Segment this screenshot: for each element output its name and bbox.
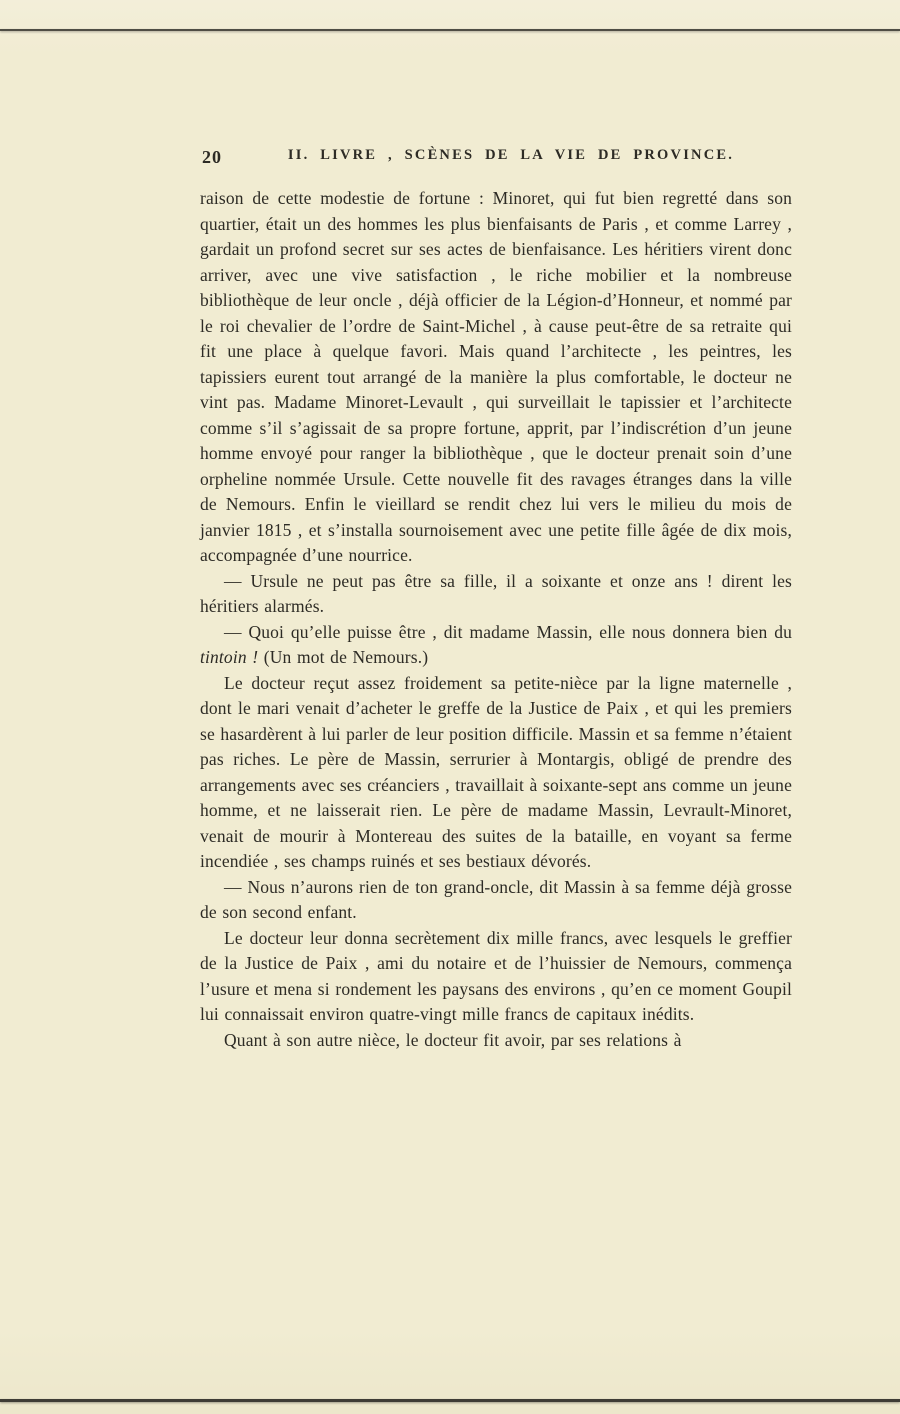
page-header — [200, 147, 792, 171]
paragraph — [200, 926, 792, 1028]
paragraph — [200, 620, 792, 671]
scan-edge-top — [0, 29, 900, 31]
page-number: 20 — [202, 147, 222, 167]
body-text: raison de cette modestie de fortune : Minoret, qui fut bien regretté dans son quartier, était un des hommes les plus bienfaisants de Paris , et comme Larrey , gardait un profond secret sur ses actes de bienfaisance. Les héritiers virent donc arriver, avec une vive satisfaction , le riche mobilier et la nombreuse bibliothèque de leur oncle , déjà officier de la Légion-d’Honneur, et nommé par le roi chevalier de l’ordre de Saint-Michel , à cause peut-être de sa retraite qui fit une place à quelque favori. Mais quand l’architecte , les peintres, les tapissiers eurent tout arrangé de la manière la plus comfortable, le docteur ne vint pas. Madame Minoret-Levault , qui surveillait le tapissier et l’architecte comme s’il s’agissait de sa propre fortune, apprit, par l’indiscrétion d’un jeune homme envoyé pour ranger la bibliothèque , que le docteur prenait soin d’une orpheline nommée Ursule. Cette nouvelle fit des ravages étranges dans la ville de Nemours. Enfin le vieillard se rendit chez lui vers le milieu du mois de janvier 1815 , et s’installa sournoisement avec une petite fille âgée de dix mois, accompagnée d’une nourrice. — [200, 188, 792, 565]
body-text: Le docteur reçut assez froidement sa petite-nièce par la ligne maternelle , dont le mari venait d’acheter le greffe de la Justice de Paix , et qui les premiers se hasardèrent à lui parler de leur position difficile. Massin et sa femme n’étaient pas riches. Le père de Massin, serrurier à Montargis, obligé de prendre des arrangements avec ses créanciers , travaillait à soixante-sept ans comme un jeune homme, et ne laisserait rien. Le père de madame Massin, Levrault-Minoret, venait de mourir à Montereau des suites de la bataille, en voyant sa ferme incendiée , ses champs ruinés et ses bestiaux dévorés. — [200, 672, 792, 871]
running-title: II. LIVRE , SCÈNES DE LA VIE DE PROVINCE. — [287, 147, 735, 163]
italic-text: tintoin ! — [200, 647, 259, 667]
paragraph — [200, 569, 792, 620]
body-text: — Ursule ne peut pas être sa fille, il a soixante et onze ans ! dirent les héritiers alarmés. — [200, 570, 792, 616]
body-text: — Quoi qu’elle puisse être , dit madame Massin, elle nous donnera bien du — [224, 621, 792, 642]
scan-edge-bottom — [0, 1399, 900, 1402]
body-text: — Nous n’aurons rien de ton grand-oncle, dit Massin à sa femme déjà grosse de son second enfant. — [200, 876, 792, 922]
paragraph — [200, 186, 792, 569]
body-text: Le docteur leur donna secrètement dix mille francs, avec lesquels le greffier de la Justice de Paix , ami du notaire et de l’huissier de Nemours, commença l’usure et mena si rondement les paysans des environs , qu’en ce moment Goupil lui connaissait environ quatre-vingt mille francs de capitaux inédits. — [200, 927, 792, 1024]
body-text: Quant à son autre nièce, le docteur fit avoir, par ses relations à — [224, 1029, 682, 1050]
page-body — [200, 186, 792, 1053]
paragraph — [200, 671, 792, 875]
body-text: (Un mot de Nemours.) — [258, 647, 429, 667]
paragraph — [200, 875, 792, 926]
paragraph — [200, 1028, 792, 1054]
